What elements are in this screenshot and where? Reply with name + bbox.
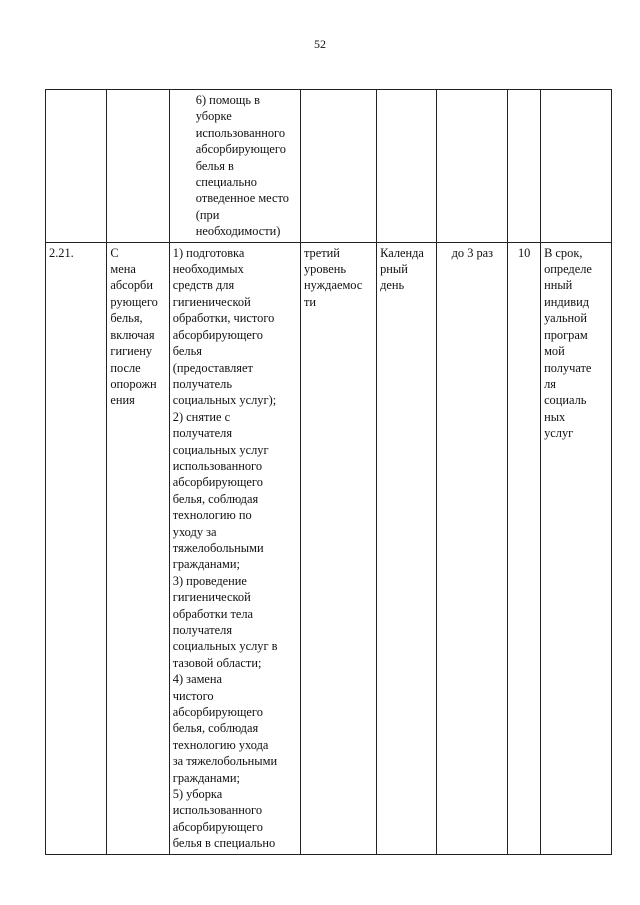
cell-service-name bbox=[107, 90, 169, 243]
cell-quantity: 10 bbox=[508, 242, 541, 854]
cell-frequency: до 3 раз bbox=[437, 242, 508, 854]
cell-service-name: С мена абсорби рующего белья, включая гигиену после опорожн ения bbox=[107, 242, 169, 854]
cell-period: Календа рный день bbox=[377, 242, 437, 854]
cell-term bbox=[541, 90, 612, 243]
table-row bbox=[46, 242, 612, 854]
cell-period bbox=[377, 90, 437, 243]
cell-service-content: 6) помощь в уборке использованного абсорбирующего белья в специально отведенное место (при необходимости) bbox=[169, 90, 300, 243]
services-table bbox=[45, 89, 612, 855]
page-number: 52 bbox=[314, 37, 326, 51]
cell-frequency bbox=[437, 90, 508, 243]
cell-quantity bbox=[508, 90, 541, 243]
cell-number: 2.21. bbox=[46, 242, 107, 854]
cell-number bbox=[46, 90, 107, 243]
table-row bbox=[46, 90, 612, 243]
cell-need-level: третий уровень нуждаемос ти bbox=[300, 242, 376, 854]
cell-need-level bbox=[300, 90, 376, 243]
cell-term: В срок, определе нный индивид уальной програм мой получате ля социаль ных услуг bbox=[541, 242, 612, 854]
cell-service-content: 1) подготовка необходимых средств для гигиенической обработки, чистого абсорбирующего белья (предоставляет получатель социальных услуг); 2) снятие с получателя социальных услуг использованного абсорбирующего белья, соблюдая технологию по уходу за тяжелобольными гражданами; 3) проведение гигиенической обработки тела получателя социальных услуг в тазовой области; 4) замена чистого абсорбирующего белья, соблюдая технологию ухода за тяжелобольными гражданами; 5) уборка использованного абсорбирующего белья в специально bbox=[169, 242, 300, 854]
